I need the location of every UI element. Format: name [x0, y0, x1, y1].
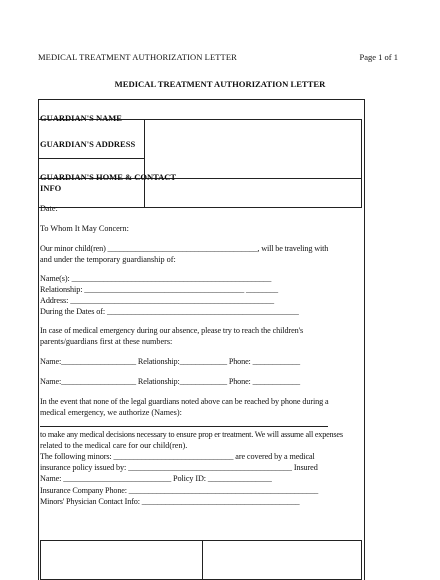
authorized-names-line [40, 426, 328, 427]
dates-field: During the Dates of: ________________________________________________ [40, 307, 299, 316]
guardian-label-divider [38, 158, 145, 159]
guardian-address-label: GUARDIAN'S ADDRESS [40, 139, 136, 149]
header-document-title: MEDICAL TREATMENT AUTHORIZATION LETTER [38, 52, 237, 62]
guardian-contact-label: GUARDIAN'S HOME & CONTACT [40, 172, 177, 182]
relationship-field: Relationship: ________________________________________ ________ [40, 285, 278, 294]
insured-name-policy-line: Name: ___________________________ Policy ID: ________________ [40, 474, 272, 483]
temporary-guardianship-line: and under the temporary guardianship of: [40, 255, 176, 264]
names-field: Name(s): __________________________________________________ [40, 274, 272, 283]
insurance-policy-line: insurance policy issued by: _________________________________________ Insured [40, 463, 318, 472]
emergency-contact-2: Name:___________________ Relationship:____________ Phone: ____________ [40, 377, 300, 386]
salutation: To Whom It May Concern: [40, 224, 129, 233]
physician-contact-line: Minors' Physician Contact Info: ________________________________________ [40, 497, 300, 506]
event-paragraph-cont: medical emergency, we authorize (Names): [40, 408, 182, 417]
guardian-contact-label-cont: INFO [40, 183, 62, 193]
insurance-phone-line: Insurance Company Phone: ________________________________________________ [40, 486, 319, 495]
guardian-name-label: GUARDIAN'S NAME [40, 113, 122, 123]
signature-table [40, 540, 362, 580]
minors-covered-line: The following minors: ______________________________ are covered by a medical [40, 452, 315, 461]
emergency-paragraph-cont: parents/guardians first at these numbers: [40, 337, 173, 346]
page-title: MEDICAL TREATMENT AUTHORIZATION LETTER [114, 79, 326, 89]
address-field: Address: ___________________________________________________ [40, 296, 274, 305]
date-field: Date: [40, 204, 58, 213]
minor-children-line: Our minor child(ren) ______________________________________, will be traveling with [40, 244, 329, 253]
emergency-contact-1: Name:___________________ Relationship:____________ Phone: ____________ [40, 357, 300, 366]
signature-table-divider [202, 540, 203, 580]
decisions-paragraph: to make any medical decisions necessary to ensure prop er treatment. We will assume all expenses [40, 430, 343, 439]
header-page-number: Page 1 of 1 [359, 52, 398, 62]
decisions-paragraph-cont: related to the medical care for our child(ren). [40, 441, 188, 450]
event-paragraph: In the event that none of the legal guardians noted above can be reached by phone during a [40, 397, 329, 406]
emergency-paragraph: In case of medical emergency during our absence, please try to reach the children's [40, 326, 304, 335]
guardian-label-column [38, 119, 145, 208]
